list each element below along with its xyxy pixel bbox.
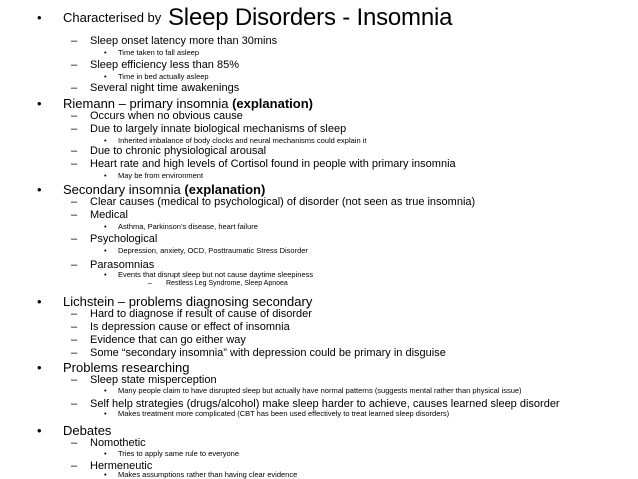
bullet-marker: – [148, 280, 152, 287]
bullet-text: Due to largely innate biological mechanisms of sleep [90, 123, 347, 135]
bullet-text: Time taken to fall asleep [118, 48, 200, 57]
bullet-text: Sleep efficiency less than 85% [90, 59, 239, 71]
bullet-marker: – [71, 59, 78, 71]
bullet-text: Problems researching [63, 360, 190, 375]
bullet-marker: – [71, 35, 78, 47]
bullet-marker: – [71, 334, 78, 346]
bullet-text: Events that disrupt sleep but not cause daytime sleepiness [118, 270, 314, 279]
bullet-text: Evidence that can go either way [90, 334, 246, 346]
bullet-emphasis: (explanation) [232, 96, 313, 111]
bullet-text-level-4 [166, 280, 288, 288]
bullet-marker: • [37, 96, 42, 111]
bullet-text: Secondary insomnia [63, 182, 185, 197]
bullet-marker: – [71, 82, 78, 94]
bullet-text-level-3 [118, 48, 199, 57]
bullet-text-level-3 [118, 470, 297, 479]
bullet-marker: • [37, 360, 42, 375]
bullet-marker: • [104, 72, 107, 81]
bullet-text: Time in bed actually asleep [118, 72, 209, 81]
bullet-text-level-2 [90, 308, 312, 321]
bullet-text: Makes treatment more complicated (CBT has been used effectively to treat learned sleep disorders) [118, 409, 450, 418]
bullet-text: Hard to diagnose if result of cause of disorder [90, 308, 312, 320]
bullet-text: Due to chronic physiological arousal [90, 145, 267, 157]
bullet-marker: – [71, 123, 78, 135]
bullet-text-level-2 [90, 123, 346, 136]
bullet-text: Inherited imbalance of body clocks and neural mechanisms could explain it [118, 136, 367, 145]
bullet-text: May be from environment [118, 171, 204, 180]
bullet-marker: – [71, 374, 78, 386]
bullet-text: Riemann – primary insomnia [63, 96, 233, 111]
bullet-text-level-2 [90, 82, 239, 95]
bullet-text: Clear causes (medical to psychological) of disorder (not seen as true insomnia) [90, 196, 476, 208]
bullet-text: Psychological [90, 233, 158, 245]
bullet-text-level-3 [118, 72, 209, 81]
bullet-text-level-2 [90, 347, 446, 360]
bullet-text: Medical [90, 209, 128, 221]
bullet-text-level-2 [90, 321, 290, 334]
bullet-text-level-3 [118, 409, 449, 418]
bullet-text-level-3 [118, 222, 258, 231]
bullet-text: Lichstein – problems diagnosing secondary [63, 294, 313, 309]
bullet-text: Sleep onset latency more than 30mins [90, 35, 278, 47]
bullet-marker: • [104, 270, 107, 279]
bullet-text-level-3 [118, 270, 313, 279]
bullet-text-level-2 [90, 334, 246, 347]
bullet-text: Several night time awakenings [90, 82, 240, 94]
bullet-marker: • [104, 222, 107, 231]
bullet-text-level-2 [90, 59, 239, 72]
bullet-marker: • [104, 449, 107, 458]
slide-title: Sleep Disorders - Insomnia [168, 4, 453, 31]
bullet-marker: – [71, 259, 78, 271]
bullet-text: Parasomnias [90, 259, 155, 271]
bullet-text-level-2 [90, 233, 157, 246]
bullet-text: Debates [63, 423, 112, 438]
bullet-text-level-2 [90, 209, 128, 222]
bullet-marker: • [104, 409, 107, 418]
bullet-text-level-2 [90, 35, 277, 48]
bullet-text: Is depression cause or effect of insomnia [90, 321, 290, 333]
bullet-marker: • [104, 246, 107, 255]
bullet-marker: • [37, 294, 42, 309]
bullet-marker: • [37, 182, 42, 197]
bullet-text: Some “secondary insomnia” with depression could be primary in disguise [90, 347, 446, 359]
bullet-text-level-3 [118, 171, 203, 180]
bullet-text-level-3 [118, 246, 308, 255]
bullet-marker: – [71, 196, 78, 208]
bullet-marker: • [104, 386, 107, 395]
bullet-text: Many people claim to have disrupted sleep but actually have normal patterns (suggests mental rather than physical issue) [118, 386, 522, 395]
bullet-marker: – [71, 145, 78, 157]
bullet-marker: • [104, 136, 107, 145]
bullet-text: Self help strategies (drugs/alcohol) make sleep harder to achieve, causes learned sleep disorder [90, 398, 560, 410]
bullet-marker: – [71, 110, 78, 122]
bullet-text-level-3 [118, 449, 239, 458]
bullet-text: Characterised by [63, 10, 162, 25]
bullet-text-level-2 [90, 196, 475, 209]
bullet-text-level-1 [63, 10, 161, 26]
bullet-marker: – [71, 321, 78, 333]
bullet-marker: • [104, 470, 107, 479]
bullet-text: Nomothetic [90, 437, 146, 449]
bullet-text-level-2 [90, 158, 456, 171]
bullet-text-level-2 [90, 145, 266, 158]
bullet-marker: – [71, 398, 78, 410]
bullet-marker: – [71, 437, 78, 449]
bullet-text: Depression, anxiety, OCD, Posttraumatic Stress Disorder [118, 246, 308, 255]
bullet-text-level-3 [118, 136, 366, 145]
bullet-text: Tries to apply same rule to everyone [118, 449, 240, 458]
bullet-marker: – [71, 209, 78, 221]
bullet-marker: • [37, 423, 42, 438]
bullet-text: Makes assumptions rather than having clear evidence [118, 470, 298, 479]
bullet-marker: – [71, 347, 78, 359]
bullet-text: Restless Leg Syndrome, Sleep Apnoea [166, 280, 288, 287]
bullet-text-level-3 [118, 386, 522, 395]
bullet-text-level-2 [90, 110, 243, 123]
bullet-marker: • [104, 48, 107, 57]
bullet-text: Heart rate and high levels of Cortisol found in people with primary insomnia [90, 158, 456, 170]
bullet-marker: • [104, 171, 107, 180]
bullet-text: Sleep state misperception [90, 374, 217, 386]
bullet-marker: – [71, 158, 78, 170]
bullet-marker: • [37, 10, 42, 25]
bullet-marker: – [71, 460, 78, 472]
bullet-text: Hermeneutic [90, 460, 153, 472]
bullet-marker: – [71, 308, 78, 320]
bullet-marker: – [71, 233, 78, 245]
bullet-text: Occurs when no obvious cause [90, 110, 243, 122]
bullet-text: Asthma, Parkinson’s disease, heart failure [118, 222, 258, 231]
bullet-emphasis: (explanation) [184, 182, 266, 197]
